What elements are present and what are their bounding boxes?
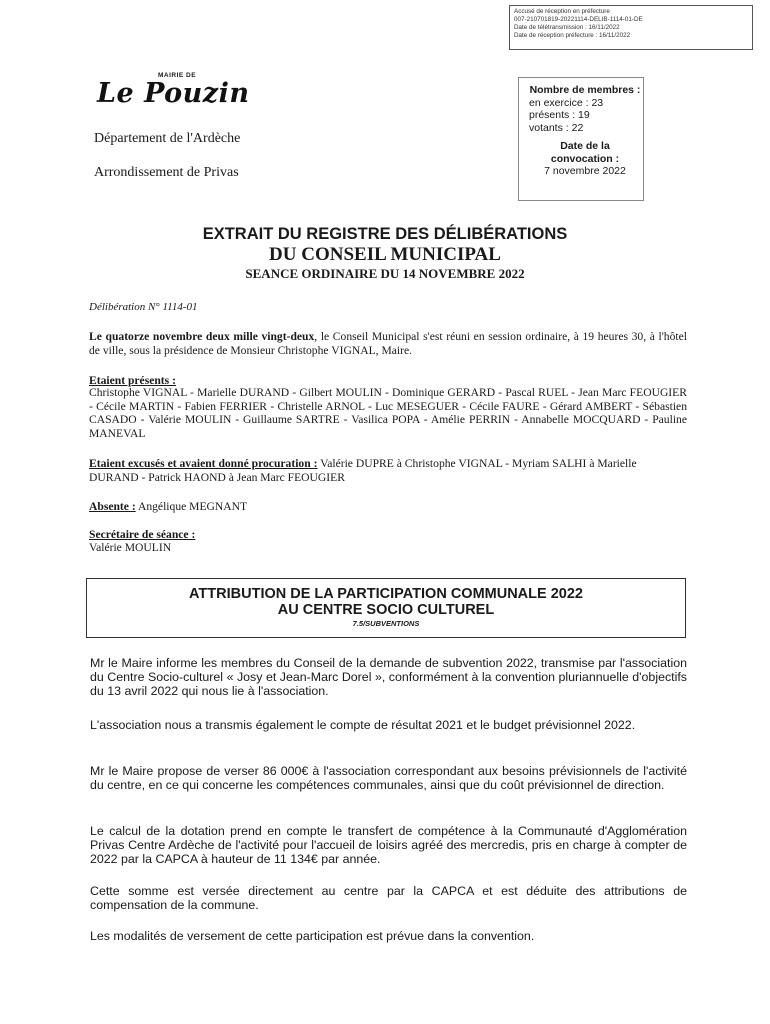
- departement-label: Département de l'Ardèche: [94, 131, 241, 146]
- intro-date: Le quatorze novembre deux mille vingt-deux: [89, 330, 315, 343]
- subject-box: [86, 578, 686, 638]
- members-votants: votants : 22: [529, 121, 584, 134]
- intro-paragraph: [89, 330, 687, 357]
- logo-mairie-de: MAIRIE DE: [158, 72, 197, 79]
- body-paragraph-2: L'association nous a transmis également le compte de résultat 2021 et le budget prévisionnel 2022.: [90, 718, 636, 732]
- body-paragraph-3: Mr le Maire propose de verser 86 000€ à l'association correspondant aux besoins prévisionnels de l'activité du centre, en ce qui concerne les compétences communales, ainsi que du coût prévisionnel de direction.: [90, 764, 687, 793]
- excuses-heading: Etaient excusés et avaient donné procuration :: [89, 457, 318, 470]
- members-exercice: en exercice : 23: [529, 96, 604, 109]
- excuses-paragraph: [89, 457, 687, 484]
- logo-le-pouzin: Le Pouzin: [97, 78, 250, 109]
- absente-line: [89, 500, 247, 514]
- stamp-line: Accusé de réception en préfecture: [514, 8, 610, 15]
- body-paragraph-1: Mr le Maire informe les membres du Conseil de la demande de subvention 2022, transmise par l'association du Centre Socio-culturel « Josy et Jean-Marc Dorel », conformément à la convention pluriannuelle d'objectifs du 13 avril 2022 qui nous lie à l'association.: [90, 656, 687, 699]
- stamp-line: 007-210701819-20221114-DELIB-1114-01-DE: [514, 16, 643, 23]
- presents-heading: Etaient présents :: [89, 374, 176, 387]
- members-box: [518, 77, 644, 201]
- body-paragraph-5: Cette somme est versée directement au centre par la CAPCA et est déduite des attributions de compensation de la commune.: [90, 884, 687, 913]
- body-paragraph-6: Les modalités de versement de cette participation est prévue dans la convention.: [90, 929, 535, 943]
- subject-line-1: ATTRIBUTION DE LA PARTICIPATION COMMUNALE 2022: [189, 586, 583, 602]
- secretaire-name: Valérie MOULIN: [89, 541, 172, 554]
- excuses-list: Valérie DUPRE à Christophe VIGNAL - Myriam SALHI à Marielle DURAND - Patrick HAOND à Jean Marc FEOUGIER: [89, 457, 637, 484]
- stamp-line: Date de télétransmission : 16/11/2022: [514, 24, 620, 31]
- deliberation-number: Délibération N° 1114-01: [89, 301, 198, 313]
- intro-text: , le Conseil Municipal s'est réuni en session ordinaire, à 19 heures 30, à l'hôtel de ville, sous la présidence de Monsieur Christophe VIGNAL, Maire.: [89, 330, 687, 357]
- absente-heading: Absente :: [89, 500, 136, 513]
- convocation-date: 7 novembre 2022: [544, 165, 626, 177]
- title-conseil: DU CONSEIL MUNICIPAL: [269, 244, 501, 265]
- reception-stamp: [509, 5, 753, 50]
- absente-name: Angélique MEGNANT: [135, 500, 248, 513]
- subject-line-2: AU CENTRE SOCIO CULTUREL: [277, 602, 495, 618]
- secretaire-heading: Secrétaire de séance :: [89, 528, 196, 541]
- members-heading: Nombre de membres :: [529, 84, 641, 96]
- stamp-line: Date de réception préfecture : 16/11/2022: [514, 32, 631, 39]
- title-seance: SEANCE ORDINAIRE DU 14 NOVEMBRE 2022: [245, 266, 525, 281]
- convocation-heading: Date de la convocation :: [550, 140, 620, 165]
- title-extrait: EXTRAIT DU REGISTRE DES DÉLIBÉRATIONS: [202, 225, 568, 243]
- members-presents: présents : 19: [529, 109, 590, 121]
- arrondissement-label: Arrondissement de Privas: [94, 165, 239, 180]
- body-paragraph-4: Le calcul de la dotation prend en compte le transfert de compétence à la Communauté d'Agglomération Privas Centre Ardèche de l'activité pour l'accueil de loisirs agréé des mercredis, pris en charge à compter de 2022 par la CAPCA à hauteur de 11 134€ par année.: [90, 824, 687, 867]
- presents-list: Christophe VIGNAL - Marielle DURAND - Gilbert MOULIN - Dominique GERARD - Pascal RUEL - Jean Marc FEOUGIER - Cécile MARTIN - Fabien FERRIER - Christelle ARNOL - Luc MESEGUER - Cécile FAURE - Gérard AMBERT - Sébastien CASADO - Valérie MOULIN - Guillaume SARTRE - Vasilica POPA - Amélie PERRIN - Annabelle MOCQUARD - Pauline MANEVAL: [89, 386, 687, 440]
- subject-code: 7.5/SUBVENTIONS: [352, 619, 420, 628]
